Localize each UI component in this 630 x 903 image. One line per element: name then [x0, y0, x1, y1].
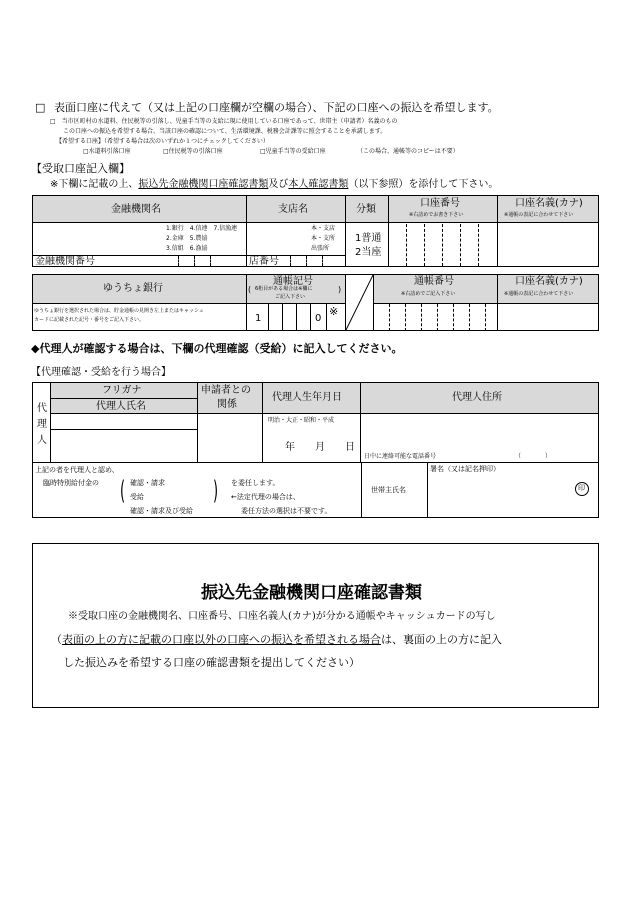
branch-type-2: 本・支所 [311, 235, 336, 242]
type-header: 分類 [356, 204, 376, 215]
docs-line-1: ※受取口座の金融機関名、口座番号、口座名義人(カナ)が分かる通帳やキャッシュカードの写し [68, 611, 496, 622]
phone-paren[interactable]: （ ） [515, 453, 552, 460]
delegate-right-1: を委任します。 [231, 479, 280, 487]
yucho-number-header: 通帳番号 [414, 276, 454, 287]
delegate-right-3: 委任方法の選択は不要です。 [241, 507, 332, 515]
bank-type-row2: 2.金庫 5.農協 [166, 235, 208, 242]
holder-header: 口座名義(カナ) [515, 198, 583, 209]
yucho-number-sub: ※右詰めでご記入下さい [401, 291, 456, 297]
docs-line-3: した振込みを希望する口座の確認書類を提出してください） [63, 656, 360, 669]
receive-heading: 【受取口座記入欄】 [31, 162, 130, 175]
option-water[interactable]: □水道料引落口座 [83, 148, 131, 155]
yucho-digit-zero: 0 [315, 313, 322, 324]
option-note: （この場合、通帳等のコピーは不要） [357, 148, 459, 155]
day-label: 日 [345, 442, 355, 453]
yucho-symbol-sub2: ご記入下さい [275, 294, 306, 300]
yucho-holder-header: 口座名義(カナ) [515, 276, 583, 287]
agent-notice: ◆代理人が確認する場合は、下欄の代理確認（受給）に記入してください。 [31, 342, 403, 355]
main-checkbox[interactable]: □ [35, 101, 46, 114]
delegate-right-2: ←法定代理の場合は、 [231, 493, 300, 501]
month-label: 月 [315, 442, 325, 453]
note-line-2: この口座への振込を希望する場合、当該口座の確認について、生活環境課、税務会計課等に照会することを承諾します。 [63, 128, 387, 135]
alt-account-request-text: 表面口座に代えて（又は上記の口座欄が空欄の場合）、下記の口座への振込を希望します。 [54, 101, 499, 114]
diagonal-slash [346, 275, 373, 330]
relation-label-1: 申請者との [201, 385, 251, 396]
agent-side-3: 人 [37, 435, 47, 446]
relation-label-2: 関係 [217, 399, 237, 410]
delegate-option-1[interactable]: 確認・請求 [130, 479, 165, 487]
yucho-asterisk: ※ [329, 305, 339, 318]
account-number-header: 口座番号 [420, 198, 460, 209]
bank-code-label: 金融機関番号 [35, 256, 95, 267]
yucho-note-1: ゆうちょ銀行を選択された場合は、貯金通帳の見開き左上またはキャッシュ [34, 308, 204, 314]
agent-side-2: 理 [37, 419, 47, 430]
furigana-label: フリガナ [102, 385, 142, 396]
note-line-1: □ 当市区町村の水道料、住民税等の引落し、児童手当等の支給に現に使用している口座であって、世帯主（申請者）名義のもの [50, 118, 398, 125]
bank-type-row1: 1.銀行 4.信連 7.信漁連 [166, 225, 238, 232]
bank-type-row3: 3.信組 6.漁協 [166, 245, 208, 252]
branch-type-1: 本・支店 [311, 225, 336, 232]
branch-name-header: 支店名 [278, 204, 308, 215]
docs-title: 振込先金融機関口座確認書類 [201, 583, 422, 603]
householder-label: 世帯主氏名 [371, 486, 406, 494]
yucho-digit-one: 1 [255, 313, 262, 324]
option-tax[interactable]: □住民税等の引落口座 [163, 148, 223, 155]
agent-heading: 【代理確認・受給を行う場合】 [31, 367, 171, 378]
agent-name-label: 代理人氏名 [96, 401, 146, 412]
option-allowance[interactable]: □児童手当等の受給口座 [260, 148, 326, 155]
type-ordinary[interactable]: 1普通 [355, 233, 382, 244]
yucho-symbol-sub1: 6桁目がある場合は※欄に [255, 286, 313, 292]
delegate-line-1: 上記の者を代理人と認め、 [35, 466, 119, 474]
delegate-option-2[interactable]: 受給 [130, 493, 144, 501]
delegate-option-3[interactable]: 確認・請求及び受給 [130, 507, 193, 515]
holder-sub: ※通帳の表記に合わせて下さい [504, 212, 574, 218]
bank-name-header: 金融機関名 [111, 204, 161, 215]
receive-instruction: ※下欄に記載の上、振込先金融機関口座確認書類及び本人確認書類（以下参照）を添付して下さい。 [50, 179, 499, 190]
signature-label: 署名（又は記名押印） [430, 465, 500, 473]
birthdate-label: 代理人生年月日 [272, 392, 342, 403]
note-line-3: 【希望する口座】（希望する場合は次のいずれか１つにチェックしてください） [56, 138, 269, 145]
year-label: 年 [285, 442, 295, 453]
address-label: 代理人住所 [452, 392, 502, 403]
delegate-line-2: 臨時特別給付金の [43, 479, 99, 487]
type-current[interactable]: 2当座 [355, 247, 382, 258]
branch-code-label: 店番号 [249, 256, 279, 267]
branch-type-3: 出張所 [311, 245, 330, 252]
docs-line-2: （表面の上の方に記載の口座以外の口座への振込を希望される場合は、裏面の上の方に記入 [51, 633, 502, 646]
yucho-note-2: カードに記載された記号・番号をご記入下さい。 [34, 317, 145, 323]
yucho-bank-name: ゆうちょ銀行 [103, 283, 163, 294]
phone-label: 日中に連絡可能な電話番号 [364, 453, 437, 460]
yucho-holder-sub: ※通帳の表記に合わせて下さい [504, 291, 574, 297]
agent-side-1: 代 [37, 403, 47, 414]
era-options[interactable]: 明治・大正・昭和・平成 [268, 417, 335, 424]
account-number-sub: ※右詰めでお書き下さい [409, 212, 464, 218]
yucho-symbol-header: 通帳記号 [273, 276, 313, 287]
seal-label: 印 [578, 484, 585, 492]
